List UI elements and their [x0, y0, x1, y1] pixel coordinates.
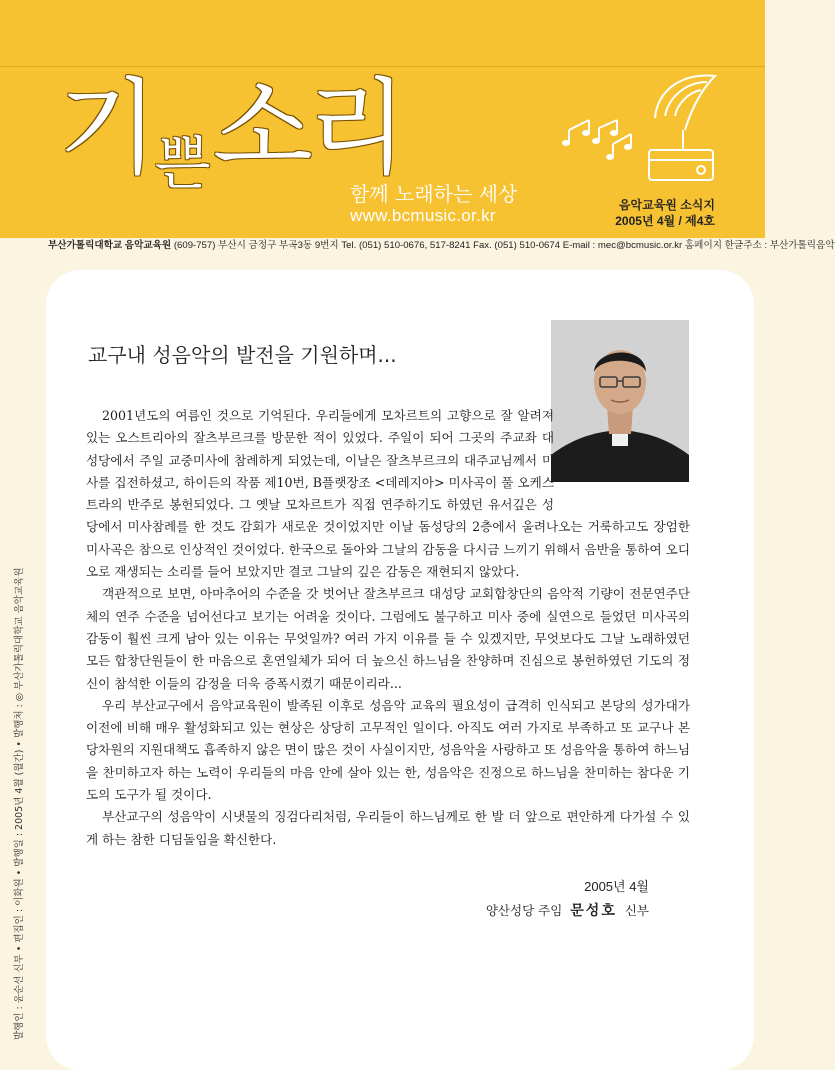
article-body [86, 405, 690, 851]
author-suffix: 신부 [624, 903, 649, 918]
article-paragraph-2: 객관적으로 보면, 아마추어의 수준을 갓 벗어난 잘츠부르크 대성당 교회합창단의 음악적 기량이 전문연주단체의 연주 수준을 넘어선다고 보기는 어려울 것이다. 그럼에도 불구하고 미사 중에 실연으로 들었던 미사곡의 감동이 훨씬 크게 남아 있는 이유는 무엇일까? 여러 가지 이유를 들 수 있겠지만, 무엇보다도 그날 노래하였던 모든 합창단원들이 한 마음으로 혼연일체가 되어 더 높으신 하느님을 찬양하며 진심으로 봉헌하였던 기도의 정신이 참석한 이들의 감정을 더욱 증폭시켰기 때문이리라... [86, 586, 690, 691]
article-paragraph-1: 2001년도의 여름인 것으로 기억된다. 우리들에게 모차르트의 고향으로 잘 알려져 있는 오스트리아의 잘츠부르크를 방문한 적이 있었다. 주일이 되어 그곳의 주교좌 대성당에서 주일 교중미사에 참례하게 되었는데, 이날은 잘츠부르크의 대주교님께서 미사를 집전하셨고, 하이든의 작품 제10번, B플랫장조 <데레지아> 미사곡이 풀 오케스트라의 반주로 봉헌되었다. 그 옛날 모차르트가 직접 연주하기도 하였던 유서깊은 성당에서 미사참례를 한 것도 감회가 새로운 것이었지만 이날 돔성당의 2층에서 울려나오는 거룩하고도 장엄한 미사곡은 참으로 인상적인 것이었다. 한국으로 돌아와 그날의 감동을 다시금 느끼기 위해서 음반을 통하여 오디오로 재생되는 소리를 들어 보았지만 결코 그날의 깊은 감동은 재현되지 않았다. [86, 408, 690, 580]
masthead [0, 0, 765, 238]
publisher-logo-icon: ◎ [14, 692, 25, 702]
contact-details: (609-757) 부산시 금정구 부곡3동 9번지 Tel. (051) 510-0676, 517-8241 Fax. (051) 510-0674 E-mail : mec@bcmusic.or.kr 홈페이지 한글주소 : 부산가톨릭음악 [173, 240, 835, 251]
author-signature [486, 900, 649, 920]
website-link[interactable]: www.bcmusic.or.kr [350, 206, 496, 225]
article-date: 2005년 4월 [584, 879, 649, 894]
contact-info [48, 240, 835, 252]
issue-label-line-2: 2005년 4월 / 제4호 [615, 214, 715, 228]
author-title: 양산성당 주임 [485, 903, 563, 918]
gramophone-music-notes-icon [565, 70, 725, 185]
title-char-3: 소리 [212, 67, 402, 189]
title-char-2: 쁜 [154, 129, 211, 197]
article-paragraph-3: 우리 부산교구에서 음악교육원이 발족된 이후로 성음악 교육의 필요성이 급격히 인식되고 본당의 성가대가 이전에 비해 매우 활성화되고 있는 현상은 상당히 고무적인 일이다. 아직도 여러 가지로 부족하고 또 교구나 본당차원의 지원대책도 흡족하지 않은 면이 많은 것이 사실이지만, 성음악을 사랑하고 또 성음악을 통하여 하느님을 찬미하고자 하는 노력이 우리들의 마음 안에 살아 있는 한, 성음악은 진정으로 하느님을 찬미하는 참다운 기도의 도구가 될 것이다. [86, 697, 690, 803]
publication-info [14, 567, 26, 1040]
title-char-1: 기 [58, 67, 153, 189]
publication-credits: 발행인 : 윤순선 신부 • 편집인 : 이화원 • 발행일 : 2005년 4월 (월간) • 발행처 : [14, 704, 25, 1040]
article-title: 교구내 성음악의 발전을 기원하며... [88, 343, 397, 367]
article-paragraph-4: 부산교구의 성음악이 시냇물의 징검다리처럼, 우리들이 하느님께로 한 발 더 앞으로 편안하게 다가설 수 있게 하는 참한 디딤돌임을 확신한다. [86, 809, 690, 847]
publisher-name: 부산가톨릭대학교 음악교육원 [14, 567, 25, 690]
issue-label-line-1: 음악교육원 소식지 [618, 198, 715, 212]
contact-organization: 부산가톨릭대학교 음악교육원 [48, 240, 172, 251]
issue-label [615, 197, 715, 229]
author-name: 문성호 [570, 903, 617, 919]
slogan: 함께 노래하는 세상 [350, 182, 518, 206]
photo-wrap-spacer [554, 405, 690, 495]
